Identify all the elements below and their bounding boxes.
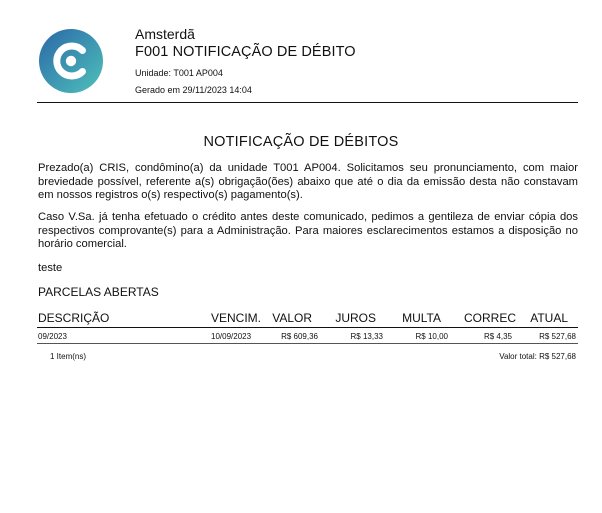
header-title: F001 NOTIFICAÇÃO DE DÉBITO — [135, 44, 356, 60]
header-unit: Unidade: T001 AP004 — [135, 68, 223, 78]
header-divider — [37, 102, 578, 103]
document-title: NOTIFICAÇÃO DE DÉBITOS — [203, 134, 399, 150]
cell-multa: R$ 10,00 — [415, 332, 448, 341]
table-header-divider — [37, 327, 578, 328]
cell-valor: R$ 609,36 — [281, 332, 318, 341]
column-header-correc: CORREC — [463, 311, 516, 325]
cell-juros: R$ 13,33 — [350, 332, 383, 341]
cell-vencim: 10/09/2023 — [211, 332, 252, 341]
cell-atual: R$ 527,68 — [539, 332, 576, 341]
table-row-divider — [37, 343, 578, 344]
column-header-vencim: VENCIM. — [211, 311, 262, 325]
item-count: 1 Item(ns) — [50, 352, 87, 361]
total-value: Valor total: R$ 527,68 — [499, 352, 576, 361]
column-header-descricao: DESCRIÇÃO — [38, 311, 110, 325]
cell-descricao: 09/2023 — [38, 332, 67, 341]
header-generated-date: Gerado em 29/11/2023 14:04 — [135, 85, 252, 95]
section-title: PARCELAS ABERTAS — [38, 285, 159, 299]
header-city: Amsterdã — [135, 26, 195, 42]
column-header-valor: VALOR — [272, 311, 312, 325]
column-header-atual: ATUAL — [530, 311, 568, 325]
paragraph-request: Prezado(a) CRIS, condômino(a) da unidade T001 AP004. Solicitamos seu pronunciamento, com maior breviedade possível, referente a(s) obrigação(ões) abaixo que até o dia da emissão desta não constavam em nossos registros o(s) respectivo(s) pagamento(s). — [38, 162, 578, 201]
column-header-juros: JUROS — [335, 311, 376, 325]
cell-correc: R$ 4,35 — [483, 332, 512, 341]
note-text: teste — [38, 262, 63, 274]
column-header-multa: MULTA — [402, 311, 441, 325]
paragraph-instructions: Caso V.Sa. já tenha efetuado o crédito antes deste comunicado, pedimos a gentileza de enviar cópia dos respectivos comprovante(s) para a Administração. Para maiores esclarecimentos estamos a disposição no horário comercial. — [38, 211, 578, 250]
condominium-logo-icon — [38, 28, 104, 94]
